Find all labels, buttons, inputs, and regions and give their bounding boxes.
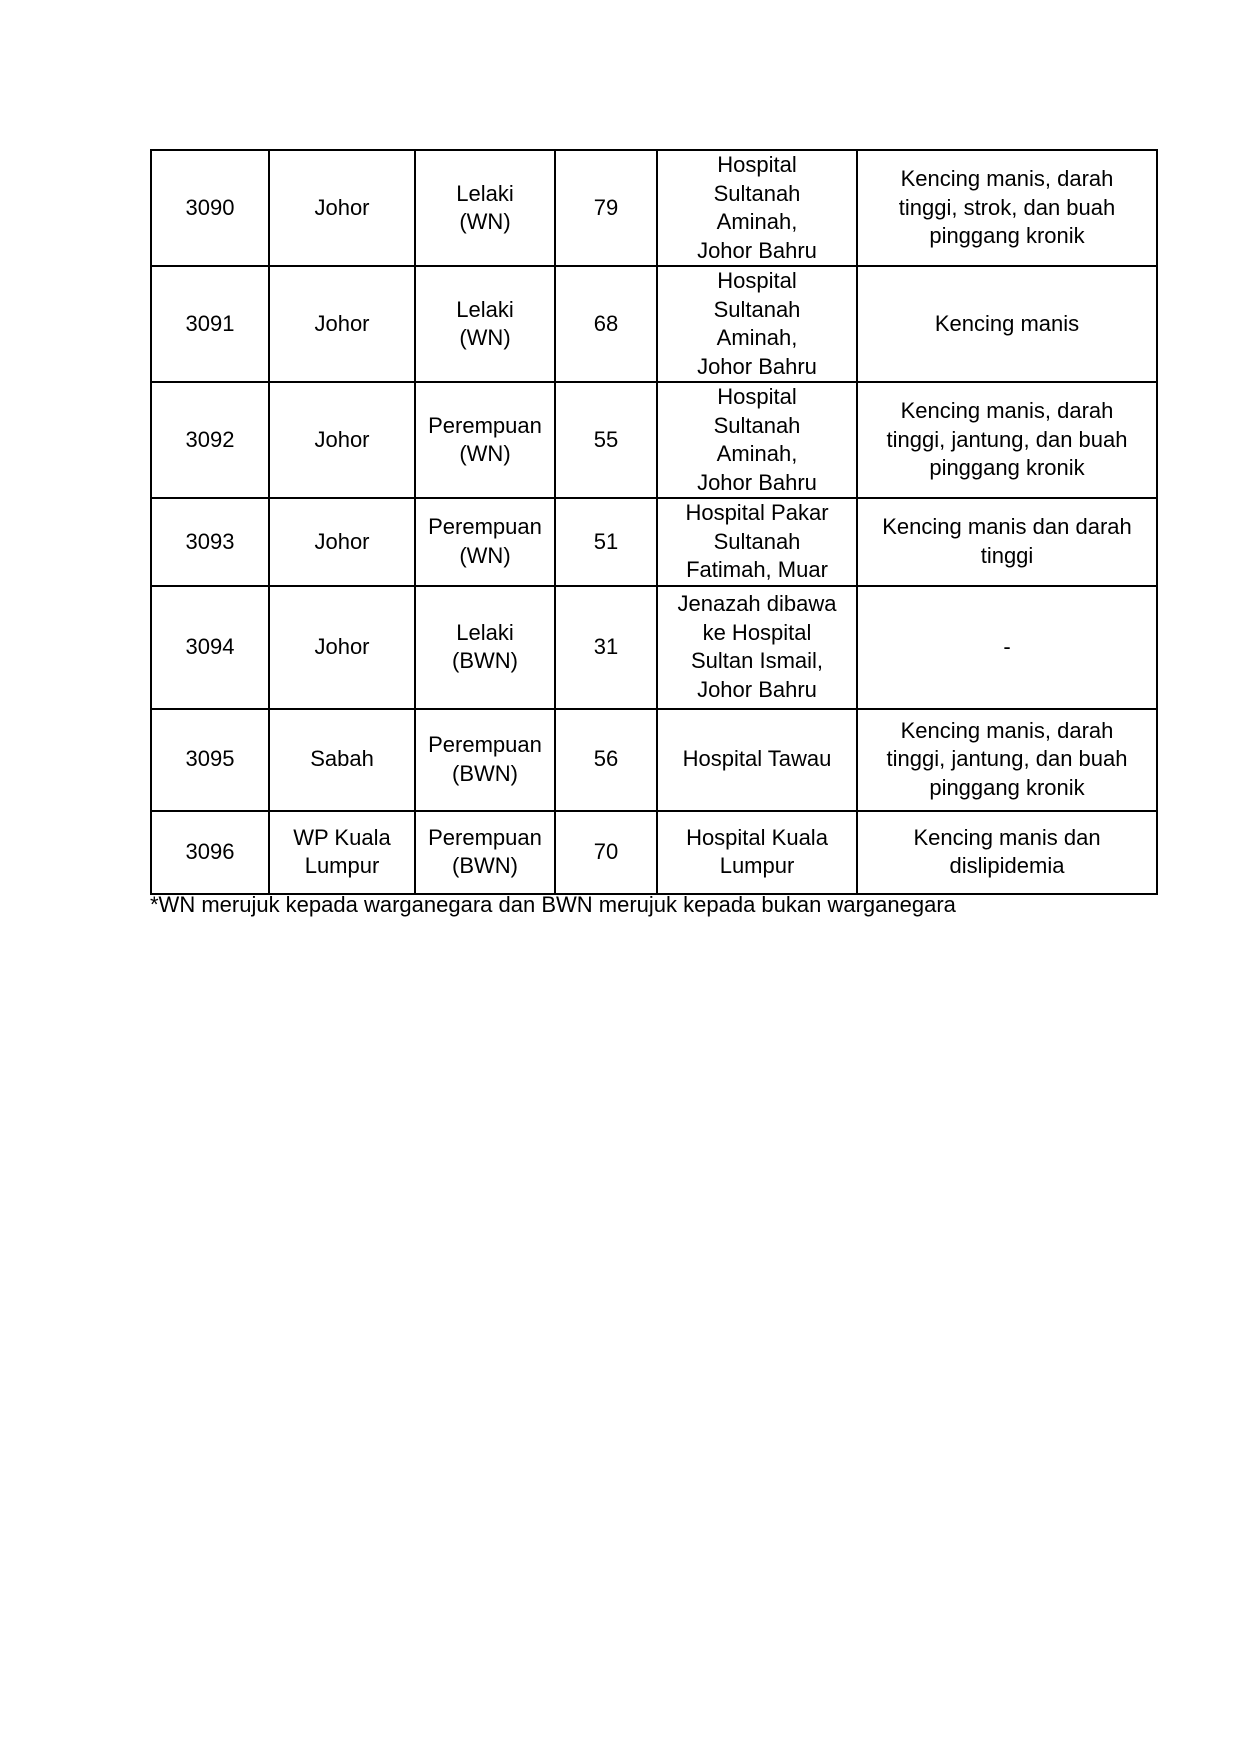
state-cell: Johor xyxy=(269,150,415,266)
case-number-cell: 3092 xyxy=(151,382,269,498)
gender-cell: Perempuan (BWN) xyxy=(415,709,555,811)
age-cell: 56 xyxy=(555,709,657,811)
comorbidity-cell: Kencing manis, darah tinggi, jantung, dan buah pinggang kronik xyxy=(857,709,1157,811)
case-number-cell: 3093 xyxy=(151,498,269,586)
document-page xyxy=(150,149,1156,917)
table-row xyxy=(151,498,1157,586)
hospital-cell: Hospital Kuala Lumpur xyxy=(657,811,857,894)
comorbidity-cell: Kencing manis, darah tinggi, jantung, dan buah pinggang kronik xyxy=(857,382,1157,498)
hospital-cell: Hospital Sultanah Aminah, Johor Bahru xyxy=(657,382,857,498)
age-cell: 79 xyxy=(555,150,657,266)
case-number-cell: 3094 xyxy=(151,586,269,709)
comorbidity-cell: Kencing manis dan dislipidemia xyxy=(857,811,1157,894)
state-cell: Johor xyxy=(269,498,415,586)
comorbidity-cell: Kencing manis dan darah tinggi xyxy=(857,498,1157,586)
state-cell: Johor xyxy=(269,586,415,709)
hospital-cell: Hospital Tawau xyxy=(657,709,857,811)
gender-cell: Perempuan (WN) xyxy=(415,382,555,498)
gender-cell: Lelaki (WN) xyxy=(415,266,555,382)
hospital-cell: Hospital Pakar Sultanah Fatimah, Muar xyxy=(657,498,857,586)
hospital-cell: Hospital Sultanah Aminah, Johor Bahru xyxy=(657,150,857,266)
table-row xyxy=(151,811,1157,894)
state-cell: Johor xyxy=(269,382,415,498)
state-cell: WP Kuala Lumpur xyxy=(269,811,415,894)
case-number-cell: 3090 xyxy=(151,150,269,266)
death-cases-table xyxy=(150,149,1158,895)
age-cell: 68 xyxy=(555,266,657,382)
comorbidity-cell: - xyxy=(857,586,1157,709)
table-row xyxy=(151,382,1157,498)
table-row xyxy=(151,150,1157,266)
gender-cell: Lelaki (WN) xyxy=(415,150,555,266)
table-row xyxy=(151,266,1157,382)
hospital-cell: Hospital Sultanah Aminah, Johor Bahru xyxy=(657,266,857,382)
age-cell: 55 xyxy=(555,382,657,498)
age-cell: 51 xyxy=(555,498,657,586)
table-row xyxy=(151,709,1157,811)
gender-cell: Lelaki (BWN) xyxy=(415,586,555,709)
age-cell: 31 xyxy=(555,586,657,709)
case-number-cell: 3096 xyxy=(151,811,269,894)
age-cell: 70 xyxy=(555,811,657,894)
case-number-cell: 3091 xyxy=(151,266,269,382)
case-number-cell: 3095 xyxy=(151,709,269,811)
hospital-cell: Jenazah dibawa ke Hospital Sultan Ismail, Johor Bahru xyxy=(657,586,857,709)
gender-cell: Perempuan (WN) xyxy=(415,498,555,586)
comorbidity-cell: Kencing manis xyxy=(857,266,1157,382)
state-cell: Johor xyxy=(269,266,415,382)
gender-cell: Perempuan (BWN) xyxy=(415,811,555,894)
table-row xyxy=(151,586,1157,709)
comorbidity-cell: Kencing manis, darah tinggi, strok, dan buah pinggang kronik xyxy=(857,150,1157,266)
state-cell: Sabah xyxy=(269,709,415,811)
table-footnote: *WN merujuk kepada warganegara dan BWN merujuk kepada bukan warganegara xyxy=(150,892,956,917)
